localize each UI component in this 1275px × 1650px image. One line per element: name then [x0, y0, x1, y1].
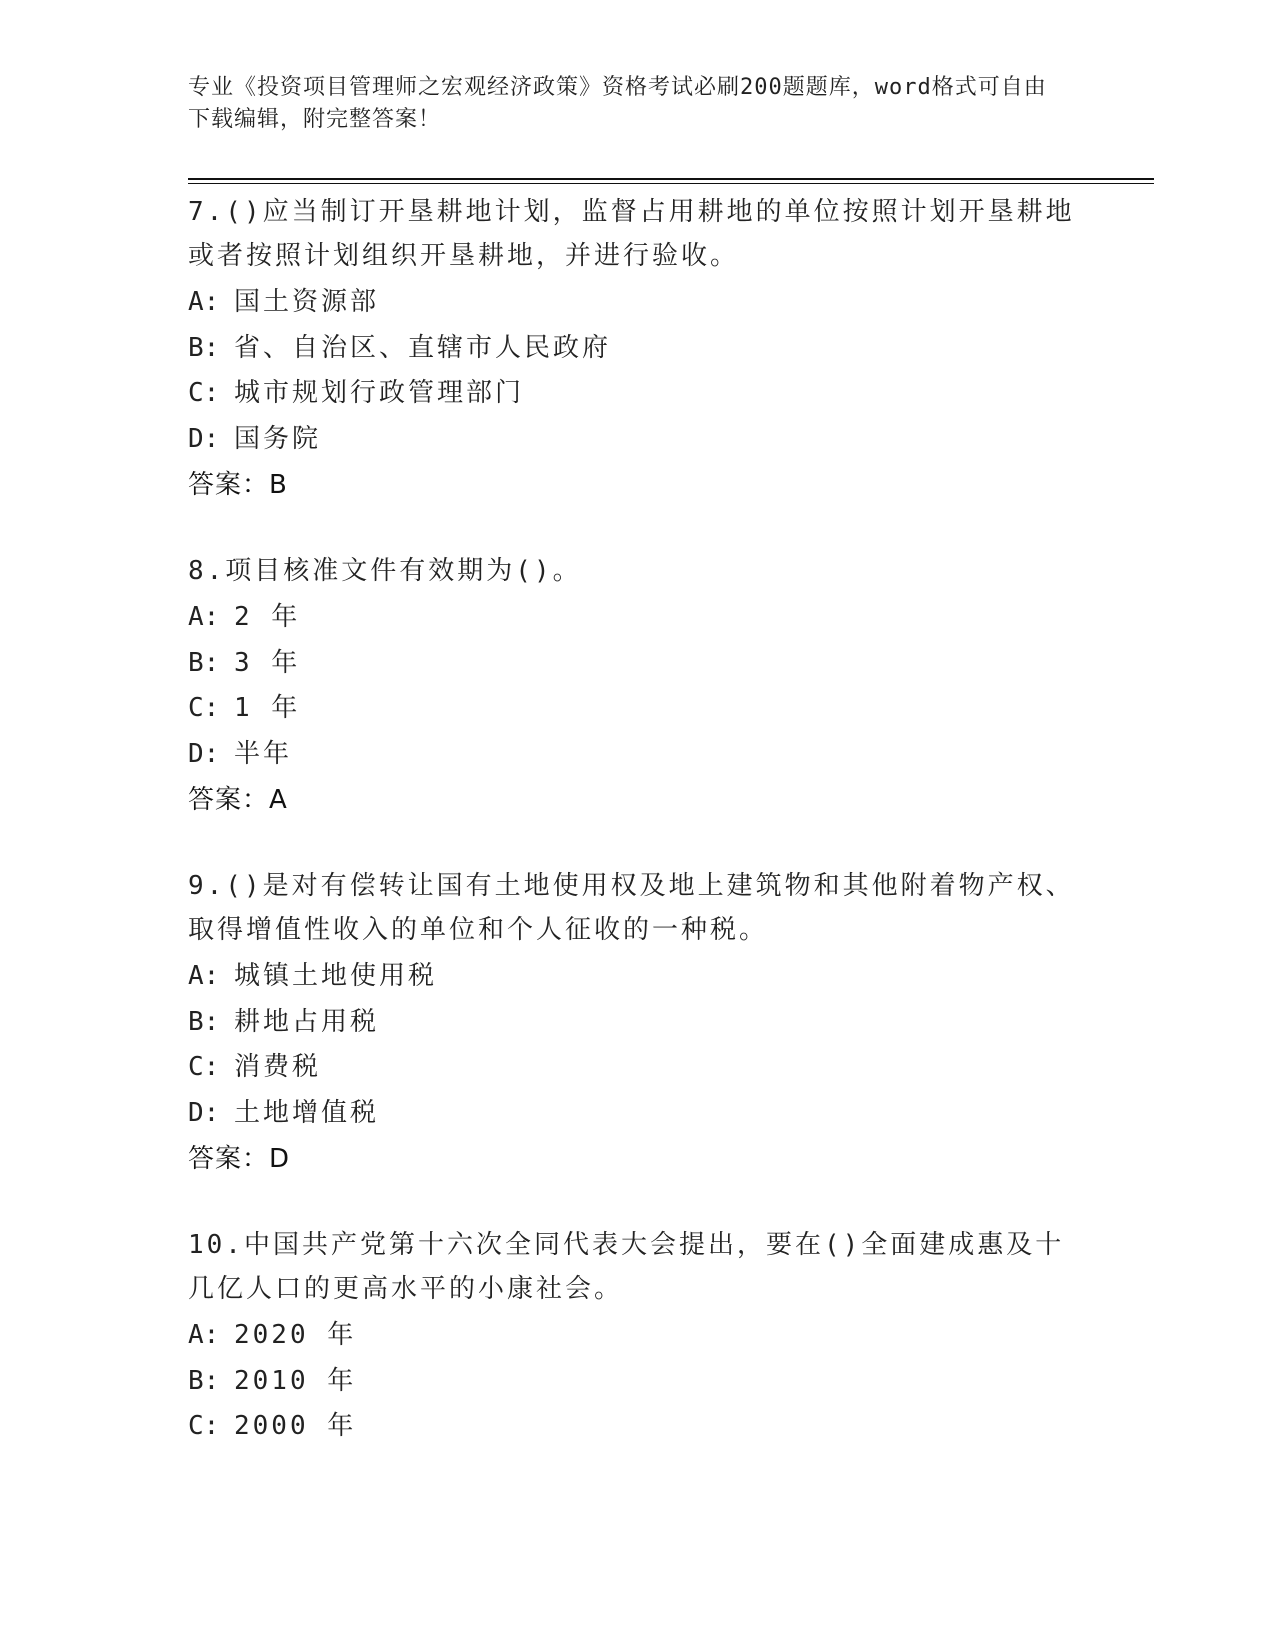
option-text: 省、自治区、直辖市人民政府	[234, 332, 612, 363]
option-d	[188, 1091, 1088, 1137]
option-a	[188, 595, 1088, 641]
option-a	[188, 1313, 1088, 1359]
option-label: A:	[188, 1320, 220, 1350]
option-text: 2 年	[234, 602, 301, 632]
document-header: 专业《投资项目管理师之宏观经济政策》资格考试必刷200题题库，word格式可自由下载编辑，附完整答案！	[188, 75, 1047, 132]
option-c	[188, 371, 1088, 417]
option-text: 2010 年	[234, 1365, 357, 1396]
option-text: 土地增值税	[234, 1097, 380, 1128]
question-item	[188, 864, 1088, 1182]
question-item	[188, 190, 1088, 508]
option-label: B:	[188, 647, 220, 678]
option-label: B:	[188, 332, 220, 363]
option-label: D:	[188, 423, 220, 454]
option-text: 1 年	[234, 693, 301, 723]
option-text: 2000 年	[234, 1411, 357, 1441]
answer-line: 答案：B	[188, 470, 288, 500]
option-b	[188, 1000, 1088, 1046]
answer-line: 答案：A	[188, 785, 288, 815]
option-a	[188, 954, 1088, 1000]
option-text: 耕地占用税	[234, 1006, 380, 1037]
option-c	[188, 1404, 1088, 1450]
question-item	[188, 549, 1088, 823]
option-text: 2020 年	[234, 1320, 357, 1350]
option-c	[188, 1045, 1088, 1091]
option-label: C:	[188, 378, 220, 408]
question-stem: 10.中国共产党第十六次全同代表大会提出，要在()全面建成惠及十几亿人口的更高水平的小康社会。	[188, 1230, 1065, 1304]
option-text: 城镇土地使用税	[234, 961, 438, 991]
option-label: B:	[188, 1006, 220, 1037]
question-stem: 9.()是对有偿转让国有土地使用权及地上建筑物和其他附着物产权、取得增值性收入的单位和个人征收的一种税。	[188, 871, 1075, 945]
header-rule-thick	[188, 178, 1154, 180]
option-a	[188, 280, 1088, 326]
option-text: 城市规划行政管理部门	[234, 378, 525, 408]
option-label: A:	[188, 287, 220, 317]
option-d	[188, 417, 1088, 463]
option-label: A:	[188, 602, 220, 632]
option-label: C:	[188, 1052, 220, 1082]
header-rule-thin	[188, 183, 1154, 184]
option-c	[188, 686, 1088, 732]
question-item	[188, 1223, 1088, 1450]
answer-line: 答案：D	[188, 1144, 291, 1174]
option-d	[188, 732, 1088, 778]
option-label: B:	[188, 1365, 220, 1396]
question-stem: 8.项目核准文件有效期为()。	[188, 556, 582, 586]
option-text: 半年	[234, 738, 293, 769]
option-text: 国务院	[234, 423, 322, 454]
option-text: 消费税	[234, 1052, 322, 1082]
option-b	[188, 326, 1088, 372]
option-label: A:	[188, 961, 220, 991]
option-label: C:	[188, 693, 220, 723]
question-list	[188, 190, 1088, 1491]
option-label: D:	[188, 1097, 220, 1128]
option-label: D:	[188, 738, 220, 769]
option-b	[188, 641, 1088, 687]
question-stem: 7.()应当制订开垦耕地计划，监督占用耕地的单位按照计划开垦耕地或者按照计划组织开垦耕地，并进行验收。	[188, 197, 1075, 271]
option-b	[188, 1359, 1088, 1405]
option-text: 3 年	[234, 647, 301, 678]
option-label: C:	[188, 1411, 220, 1441]
option-text: 国土资源部	[234, 287, 380, 317]
